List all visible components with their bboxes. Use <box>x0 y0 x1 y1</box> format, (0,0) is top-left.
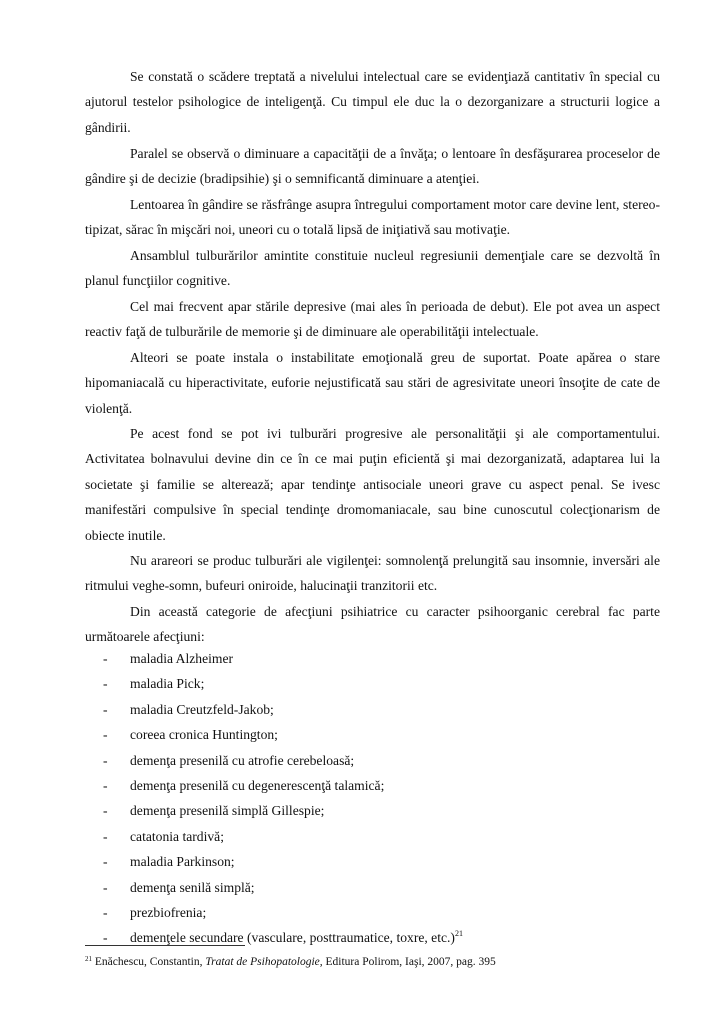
paragraph-vigilance: Nu arareori se produc tulburări ale vigilenţei: somnolenţă prelungită sau insomnie, inversări ale ritmului veghe-somn, bufeuri oniroide, halucinaţii tranzitorii etc. <box>85 553 660 594</box>
list-item: - maladia Alzheimer <box>103 651 234 666</box>
paragraph-learning: Paralel se observă o diminuare a capacităţii de a învăţa; o lentoare în desfăşurarea proceselor de gândire şi de decizie (bradipsihie) şi o semnificantă diminuare a atenţiei. <box>85 146 660 187</box>
list-item: - maladia Creutzfeld-Jakob; <box>103 701 274 717</box>
list-item: - demenţa senilă simplă; <box>103 879 255 895</box>
list-item: - demenţa presenilă cu degenerescenţă talamică; <box>103 777 385 793</box>
list-item: - catatonia tardivă; <box>103 828 224 844</box>
paragraph-depression: Cel mai frecvent apar stările depresive (mai ales în perioada de debut). Ele pot avea un aspect reactiv faţă de tulburările de memorie şi de diminuare ale operabilităţii intelectuale. <box>85 299 660 340</box>
list-item-last-text: demenţele secundare (vasculare, posttraumatice, toxre, etc.) <box>130 930 455 946</box>
footnote-publisher: Editura Polirom, Iaşi, 2007, pag. 395 <box>325 956 496 968</box>
footnote-marker: 21 <box>85 955 92 963</box>
list-item: - demenţa presenilă cu atrofie cerebeloasă; <box>103 752 355 768</box>
paragraph-intellect: Se constată o scădere treptată a nivelului intelectual care se evidenţiază cantitativ în special cu ajutorul testelor psihologice de inteligenţă. Cu timpul ele duc la o dezorganizare a structurii logice a gândirii. <box>85 69 660 135</box>
paragraph-slowness: Lentoarea în gândire se răsfrânge asupra întregului comportament motor care devine lent, stereo-tipizat, sărac în mişcări noi, uneori cu o totală lipsă de iniţiativă sau motivaţie. <box>85 197 660 238</box>
list-item: - coreea cronica Huntington; <box>103 727 278 743</box>
footnote-author: Enăchescu, Constantin, <box>94 956 203 968</box>
paragraph-category: Din această categorie de afecţiuni psihiatrice cu caracter psihoorganic cerebral fac parte următoarele afecţiuni: <box>85 604 660 645</box>
list-item: - demenţele secundare (vasculare, posttraumatice, toxre, etc.)$^{21}$ <box>103 929 463 946</box>
paragraph-regression: Ansamblul tulburărilor amintite constituie nucleul regresiunii demenţiale care se dezvoltă în planul funcţiilor cognitive. <box>85 248 660 289</box>
list-item: - maladia Parkinson; <box>103 854 235 870</box>
paragraph-personality: Pe acest fond se pot ivi tulburări progresive ale personalităţii şi ale comportamentului. Activitatea bolnavului devine din ce în ce mai puţin eficientă şi mai dezorganizată, adaptarea lui la societate şi familie se alterează; apar tendinţe antisociale uneori grave cu aspect penal. Se ivesc manifestări compulsive în special tendinţe dromomaniacale, sau bine cunoscutul colecţionarism de obiecte inutile. <box>85 426 660 543</box>
paragraph-emotional: Alteori se poate instala o instabilitate emoţională greu de suportat. Poate apărea o stare hipomaniacală cu hiperactivitate, euforie nejustificată sau stări de agresivitate uneori însoţite de cate de violenţă. <box>85 350 660 416</box>
disease-list <box>85 646 660 951</box>
footnote <box>85 955 496 969</box>
list-item: - maladia Pick; <box>103 676 205 692</box>
footnote-reference: 21 <box>454 929 463 939</box>
list-item: - demenţa presenilă simplă Gillespie; <box>103 803 325 819</box>
footnote-separator <box>85 945 245 946</box>
list-item: - prezbiofrenia; <box>103 904 207 920</box>
footnote-title: Tratat de Psihopatologie, <box>205 956 323 968</box>
